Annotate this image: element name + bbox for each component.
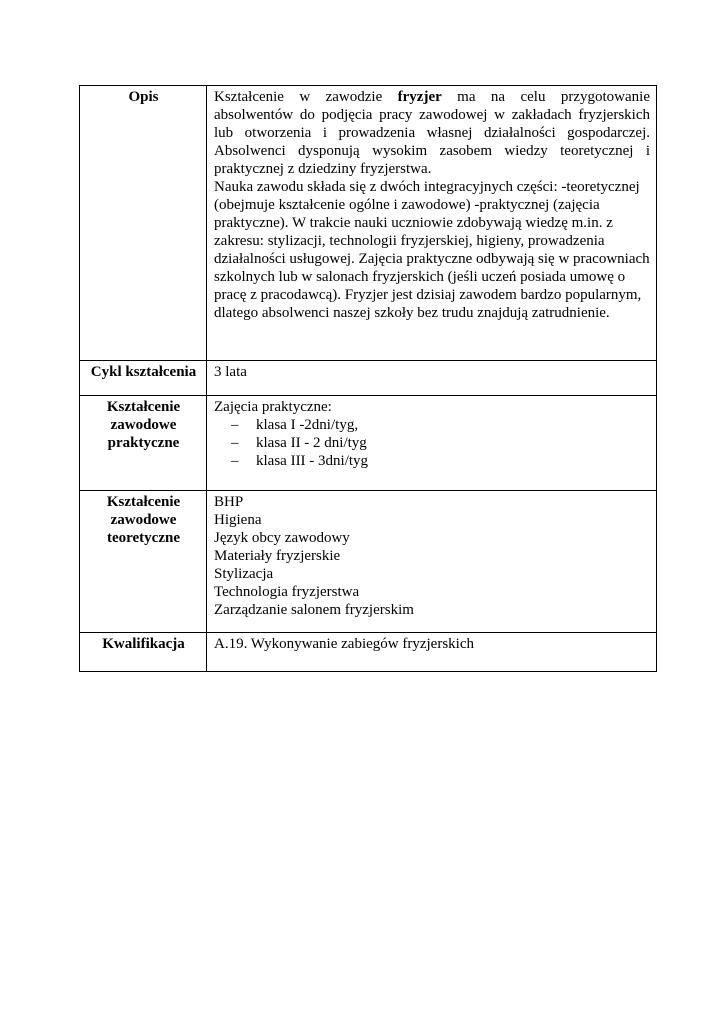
- list-item: Technologia fryzjerstwa: [214, 584, 360, 600]
- description-paragraph-2: Nauka zawodu składa się z dwóch integracyjnych części: -teoretycznej (obejmuje kształcenie ogólne i zawodowe) -praktycznej (zajęcia praktyczne). W trakcie nauki uczniowie zdobywają wiedzę m.in. z zakresu: stylizacji, technologii fryzjerskiej, higieny, prowadzenia działalności usługowej. Zajęcia praktyczne odbywają się w pracowniach szkolnych lub w salonach fryzjerskich (jeśli uczeń posiada umowę o pracę z pracodawcą). Fryzjer jest dzisiaj zawodem bardzo popularnym, dlatego absolwenci naszej szkoły bez trudu znajdują zatrudnienie.: [214, 179, 650, 321]
- label-practical: [80, 396, 207, 491]
- label-theoretical: [80, 491, 207, 633]
- cycle-value: 3 lata: [207, 361, 657, 396]
- list-item: – klasa III - 3dni/tyg: [231, 452, 650, 470]
- practical-intro: Zajęcia praktyczne:: [214, 399, 332, 415]
- qualification-value: A.19. Wykonywanie zabiegów fryzjerskich: [207, 633, 657, 672]
- description-paragraph-1: [214, 88, 650, 178]
- list-item: Zarządzanie salonem fryzjerskim: [214, 602, 414, 618]
- practical-list: [214, 416, 650, 470]
- description-rest: ma na celu przygotowanie absolwentów do podjęcia pracy zawodowej w zakładach fryzjerskich lub otworzenia i prowadzenia własnej działalności gospodarczej. Absolwenci dysponują wysokim zasobem wiedzy teoretycznej i praktycznej z dziedziny fryzjerstwa.: [214, 89, 650, 177]
- description-content: [207, 86, 657, 361]
- row-cycle: [80, 361, 657, 396]
- list-item: Materiały fryzjerskie: [214, 548, 341, 564]
- row-theoretical: [80, 491, 657, 633]
- label-theoretical-text: Kształcenie zawodowe teoretyczne: [106, 494, 181, 546]
- list-item: Język obcy zawodowy: [214, 530, 350, 546]
- profession-info-table: [79, 85, 657, 672]
- profession-name: fryzjer: [397, 89, 442, 105]
- row-practical: [80, 396, 657, 491]
- list-item: – klasa II - 2 dni/tyg: [231, 434, 650, 452]
- practical-content: [207, 396, 657, 491]
- row-qualification: [80, 633, 657, 672]
- label-cycle: Cykl kształcenia: [80, 361, 207, 396]
- list-item: Higiena: [214, 512, 262, 528]
- theoretical-content: [207, 491, 657, 633]
- description-intro: Kształcenie w zawodzie: [214, 89, 398, 105]
- list-item: Stylizacja: [214, 566, 274, 582]
- list-item: BHP: [214, 494, 244, 510]
- label-practical-text: Kształcenie zawodowe praktyczne: [106, 399, 181, 451]
- label-qualification: Kwalifikacja: [80, 633, 207, 672]
- row-description: [80, 86, 657, 361]
- list-item: – klasa I -2dni/tyg,: [231, 416, 650, 434]
- label-description: Opis: [80, 86, 207, 361]
